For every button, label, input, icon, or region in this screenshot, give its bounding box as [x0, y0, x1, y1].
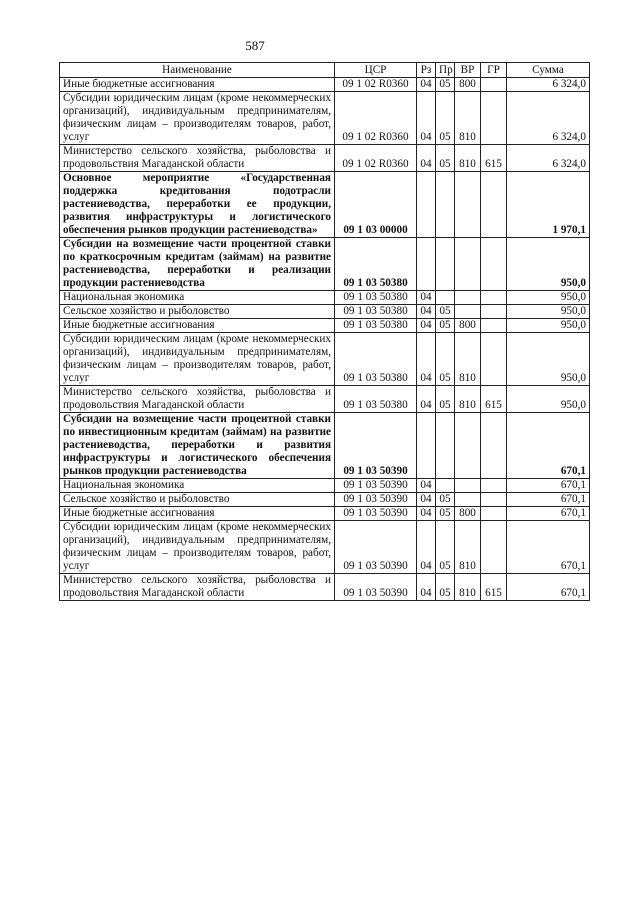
cell-csr: 09 1 03 50380 — [335, 291, 417, 305]
table-row — [60, 507, 590, 521]
table-row — [60, 172, 590, 238]
cell-name: Иные бюджетные ассигнования — [60, 507, 335, 521]
cell-rz: 04 — [417, 145, 436, 172]
cell-vr: 810 — [455, 386, 481, 413]
cell-pr — [436, 172, 455, 238]
cell-vr — [455, 291, 481, 305]
cell-name: Сельское хозяйство и рыболовство — [60, 305, 335, 319]
cell-csr: 09 1 03 50380 — [335, 319, 417, 333]
cell-pr: 05 — [436, 319, 455, 333]
column-header-rz: Рз — [417, 63, 436, 78]
cell-pr: 05 — [436, 493, 455, 507]
cell-vr: 810 — [455, 574, 481, 601]
cell-gr: 615 — [481, 145, 507, 172]
table-row — [60, 386, 590, 413]
cell-name: Министерство сельского хозяйства, рыболовства и продовольствия Магаданской области — [60, 574, 335, 601]
column-header-sum: Сумма — [507, 63, 590, 78]
cell-name: Национальная экономика — [60, 291, 335, 305]
cell-csr: 09 1 03 50390 — [335, 507, 417, 521]
table-row — [60, 333, 590, 386]
cell-pr: 05 — [436, 305, 455, 319]
cell-name: Министерство сельского хозяйства, рыболовства и продовольствия Магаданской области — [60, 386, 335, 413]
cell-gr — [481, 291, 507, 305]
cell-sum: 950,0 — [507, 333, 590, 386]
table-row — [60, 145, 590, 172]
table-body — [60, 78, 590, 601]
cell-sum: 950,0 — [507, 305, 590, 319]
cell-pr — [436, 413, 455, 479]
cell-rz: 04 — [417, 574, 436, 601]
cell-sum: 670,1 — [507, 507, 590, 521]
cell-pr: 05 — [436, 386, 455, 413]
cell-sum: 6 324,0 — [507, 78, 590, 92]
cell-gr — [481, 333, 507, 386]
cell-vr: 810 — [455, 333, 481, 386]
cell-sum: 6 324,0 — [507, 145, 590, 172]
cell-pr: 05 — [436, 145, 455, 172]
cell-name: Министерство сельского хозяйства, рыболовства и продовольствия Магаданской области — [60, 145, 335, 172]
cell-rz: 04 — [417, 479, 436, 493]
table-row — [60, 493, 590, 507]
cell-csr: 09 1 03 50380 — [335, 238, 417, 291]
budget-table — [59, 62, 590, 601]
cell-pr: 05 — [436, 78, 455, 92]
cell-vr: 800 — [455, 78, 481, 92]
cell-name: Иные бюджетные ассигнования — [60, 78, 335, 92]
cell-name: Субсидии юридическим лицам (кроме некоммерческих организаций), индивидуальным предпринимателям, физическим лицам – производителям товаров, работ, услуг — [60, 333, 335, 386]
cell-rz: 04 — [417, 319, 436, 333]
cell-csr: 09 1 03 50390 — [335, 413, 417, 479]
cell-name: Субсидии на возмещение части процентной ставки по инвестиционным кредитам (займам) на развитие растениеводства, переработки и развития инфраструктуры и логистического обеспечения рынков продукции растениеводства — [60, 413, 335, 479]
cell-vr: 800 — [455, 507, 481, 521]
cell-rz: 04 — [417, 78, 436, 92]
cell-vr — [455, 238, 481, 291]
page-number: 587 — [245, 38, 265, 53]
table-row — [60, 574, 590, 601]
column-header-gr: ГР — [481, 63, 507, 78]
cell-csr: 09 1 03 50380 — [335, 305, 417, 319]
cell-csr: 09 1 03 50390 — [335, 521, 417, 574]
cell-name: Национальная экономика — [60, 479, 335, 493]
column-header-pr: Пр — [436, 63, 455, 78]
cell-rz: 04 — [417, 521, 436, 574]
cell-vr: 810 — [455, 145, 481, 172]
cell-csr: 09 1 03 00000 — [335, 172, 417, 238]
cell-csr: 09 1 02 R0360 — [335, 145, 417, 172]
cell-rz: 04 — [417, 305, 436, 319]
cell-vr: 800 — [455, 319, 481, 333]
cell-rz — [417, 172, 436, 238]
cell-vr: 810 — [455, 92, 481, 145]
cell-gr — [481, 413, 507, 479]
cell-rz: 04 — [417, 92, 436, 145]
cell-gr — [481, 319, 507, 333]
table-row — [60, 413, 590, 479]
table-row — [60, 521, 590, 574]
cell-vr — [455, 493, 481, 507]
cell-sum: 950,0 — [507, 386, 590, 413]
cell-gr — [481, 78, 507, 92]
table-row — [60, 291, 590, 305]
cell-vr — [455, 172, 481, 238]
cell-name: Основное мероприятие «Государственная поддержка кредитования подотрасли растениеводства, переработки ее продукции, развития инфраструктуры и логистического обеспечения рынков продукции растениеводства» — [60, 172, 335, 238]
cell-rz: 04 — [417, 493, 436, 507]
cell-gr — [481, 92, 507, 145]
column-header-name: Наименование — [60, 63, 335, 78]
cell-pr: 05 — [436, 507, 455, 521]
cell-rz: 04 — [417, 333, 436, 386]
table-row — [60, 92, 590, 145]
cell-sum: 670,1 — [507, 574, 590, 601]
cell-name: Иные бюджетные ассигнования — [60, 319, 335, 333]
cell-vr — [455, 479, 481, 493]
table-header-row — [60, 63, 590, 78]
cell-pr: 05 — [436, 574, 455, 601]
cell-name: Субсидии юридическим лицам (кроме некоммерческих организаций), индивидуальным предпринимателям, физическим лицам – производителям товаров, работ, услуг — [60, 92, 335, 145]
cell-sum: 670,1 — [507, 493, 590, 507]
cell-gr — [481, 305, 507, 319]
cell-pr — [436, 238, 455, 291]
cell-vr: 810 — [455, 521, 481, 574]
cell-pr: 05 — [436, 521, 455, 574]
cell-csr: 09 1 03 50380 — [335, 333, 417, 386]
table-row — [60, 305, 590, 319]
cell-name: Сельское хозяйство и рыболовство — [60, 493, 335, 507]
cell-name: Субсидии на возмещение части процентной ставки по краткосрочным кредитам (займам) на развитие растениеводства, переработки и реализации продукции растениеводства — [60, 238, 335, 291]
cell-gr: 615 — [481, 574, 507, 601]
cell-vr — [455, 305, 481, 319]
cell-sum: 6 324,0 — [507, 92, 590, 145]
cell-rz — [417, 413, 436, 479]
cell-sum: 670,1 — [507, 479, 590, 493]
cell-sum: 1 970,1 — [507, 172, 590, 238]
cell-csr: 09 1 02 R0360 — [335, 78, 417, 92]
cell-vr — [455, 413, 481, 479]
cell-name: Субсидии юридическим лицам (кроме некоммерческих организаций), индивидуальным предпринимателям, физическим лицам – производителям товаров, работ, услуг — [60, 521, 335, 574]
cell-csr: 09 1 03 50390 — [335, 479, 417, 493]
cell-csr: 09 1 03 50380 — [335, 386, 417, 413]
cell-sum: 670,1 — [507, 413, 590, 479]
cell-gr: 615 — [481, 386, 507, 413]
cell-sum: 950,0 — [507, 238, 590, 291]
cell-sum: 950,0 — [507, 319, 590, 333]
cell-gr — [481, 479, 507, 493]
cell-rz: 04 — [417, 386, 436, 413]
cell-csr: 09 1 03 50390 — [335, 493, 417, 507]
table-row — [60, 238, 590, 291]
cell-sum: 670,1 — [507, 521, 590, 574]
column-header-vr: ВР — [455, 63, 481, 78]
cell-rz: 04 — [417, 291, 436, 305]
cell-gr — [481, 172, 507, 238]
cell-gr — [481, 493, 507, 507]
table-row — [60, 479, 590, 493]
table-row — [60, 319, 590, 333]
cell-csr: 09 1 03 50390 — [335, 574, 417, 601]
cell-sum: 950,0 — [507, 291, 590, 305]
cell-pr — [436, 291, 455, 305]
cell-pr — [436, 479, 455, 493]
table-row — [60, 78, 590, 92]
cell-rz — [417, 238, 436, 291]
cell-gr — [481, 521, 507, 574]
cell-csr: 09 1 02 R0360 — [335, 92, 417, 145]
cell-gr — [481, 238, 507, 291]
column-header-csr: ЦСР — [335, 63, 417, 78]
cell-gr — [481, 507, 507, 521]
cell-pr: 05 — [436, 92, 455, 145]
cell-pr: 05 — [436, 333, 455, 386]
cell-rz: 04 — [417, 507, 436, 521]
